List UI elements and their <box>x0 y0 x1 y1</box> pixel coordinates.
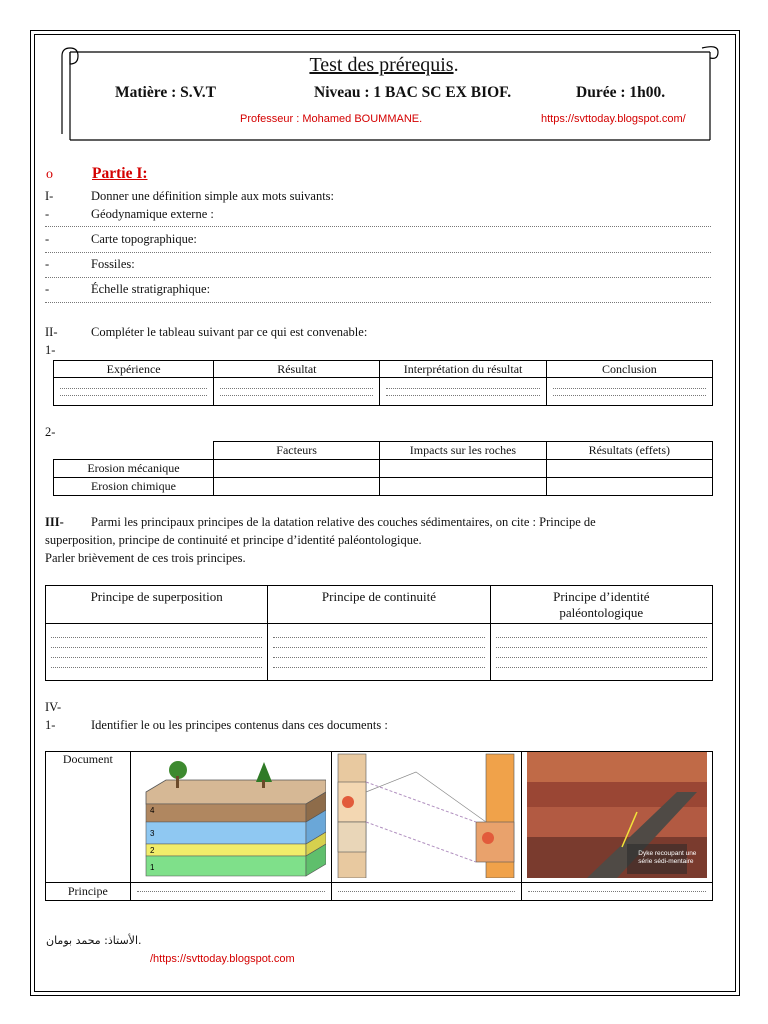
principes-table <box>45 585 713 681</box>
page-title <box>0 54 768 77</box>
title-text: Test des prérequis <box>309 54 454 76</box>
duree-label: Durée : 1h00. <box>576 84 666 101</box>
q1-item-label: Échelle stratigraphique: <box>91 282 211 296</box>
answer-cell[interactable] <box>54 378 214 406</box>
empty-cell <box>54 442 214 460</box>
answer-cell[interactable] <box>546 378 712 406</box>
experience-table <box>53 360 713 406</box>
continuity-diagram <box>336 752 516 878</box>
answer-cell[interactable] <box>214 378 380 406</box>
q1-number: I- <box>45 189 54 203</box>
layer-label: 4 <box>149 806 155 815</box>
answer-cell[interactable] <box>331 883 522 901</box>
q3-text-line3: Parler brièvement de ces trois principes. <box>45 551 246 565</box>
header-line-1: Principe d’identité <box>553 589 650 604</box>
table-header: Facteurs <box>213 442 379 460</box>
q4-sub1: 1- <box>45 718 56 732</box>
q3-number: III- <box>45 515 64 529</box>
documents-table <box>45 751 713 901</box>
table-header: Résultats (effets) <box>546 442 712 460</box>
q1-item-dash: - <box>45 207 50 221</box>
partie-bullet: o <box>46 167 53 182</box>
q1-text: Donner une définition simple aux mots suivants: <box>91 189 335 203</box>
title-suffix: . <box>453 54 459 76</box>
table-header: Impacts sur les roches <box>380 442 546 460</box>
answer-line[interactable] <box>45 226 711 227</box>
answer-cell[interactable] <box>213 478 379 496</box>
q1-item-label: Géodynamique externe : <box>91 207 214 221</box>
niveau-label: Niveau : 1 BAC SC EX BIOF. <box>314 84 512 101</box>
table-header: Interprétation du résultat <box>380 361 546 378</box>
answer-cell[interactable] <box>380 478 546 496</box>
q4-text: Identifier le ou les principes contenus dans ces documents : <box>91 718 388 732</box>
answer-cell[interactable] <box>213 460 379 478</box>
answer-cell[interactable] <box>522 883 713 901</box>
answer-cell[interactable] <box>46 624 268 681</box>
matiere-label: Matière : S.V.T <box>115 84 217 101</box>
q3-text: Parmi les principaux principes de la datation relative des couches sédimentaires, on cite : Principe de <box>91 515 596 529</box>
professeur-label: Professeur : Mohamed BOUMMANE. <box>240 113 423 125</box>
header-line-2: paléontologique <box>559 605 644 620</box>
answer-cell[interactable] <box>546 478 712 496</box>
answer-cell[interactable] <box>268 624 490 681</box>
table-header: Conclusion <box>546 361 712 378</box>
photo-caption: Dyke recoupant une série sédi-mentaire <box>638 850 697 865</box>
footer-url-link[interactable]: /https://svttoday.blogspot.com <box>150 953 295 965</box>
table-header: Expérience <box>54 361 214 378</box>
answer-cell[interactable] <box>490 624 712 681</box>
q2-sub1: 1- <box>45 343 56 357</box>
q4-number: IV- <box>45 700 62 714</box>
row-label: Erosion chimique <box>54 478 214 496</box>
q1-item-dash: - <box>45 257 50 271</box>
answer-cell[interactable] <box>130 883 331 901</box>
table-header <box>490 586 712 624</box>
q2-number: II- <box>45 325 58 339</box>
q1-item-label: Carte topographique: <box>91 232 197 246</box>
stratigraphy-block-diagram <box>136 752 326 878</box>
row-label: Document <box>46 752 131 883</box>
q3-text-line2: superposition, principe de continuité et principe d’identité paléontologique. <box>45 533 422 547</box>
answer-cell[interactable] <box>546 460 712 478</box>
answer-line[interactable] <box>45 252 711 253</box>
row-label: Erosion mécanique <box>54 460 214 478</box>
footer-arabic-signature: الأستاذ: محمد بومان. <box>46 934 142 947</box>
table-header: Résultat <box>214 361 380 378</box>
layer-label: 3 <box>149 829 155 838</box>
document-2-cell <box>331 752 522 883</box>
answer-line[interactable] <box>45 277 711 278</box>
header-url-link[interactable]: https://svttoday.blogspot.com/ <box>541 113 686 125</box>
answer-cell[interactable] <box>380 378 546 406</box>
table-header: Principe de continuité <box>268 586 490 624</box>
q2-sub2: 2- <box>45 425 56 439</box>
q1-item-dash: - <box>45 282 50 296</box>
partie-title: Partie I: <box>92 165 148 182</box>
q1-item-dash: - <box>45 232 50 246</box>
document-1-cell <box>130 752 331 883</box>
table-header: Principe de superposition <box>46 586 268 624</box>
document-3-cell <box>522 752 713 883</box>
q2-text: Compléter le tableau suivant par ce qui est convenable: <box>91 325 368 339</box>
answer-line[interactable] <box>45 302 711 303</box>
layer-label: 2 <box>149 846 155 855</box>
erosion-table <box>53 441 713 496</box>
row-label: Principe <box>46 883 131 901</box>
answer-cell[interactable] <box>380 460 546 478</box>
layer-label: 1 <box>149 863 155 872</box>
q1-item-label: Fossiles: <box>91 257 135 271</box>
